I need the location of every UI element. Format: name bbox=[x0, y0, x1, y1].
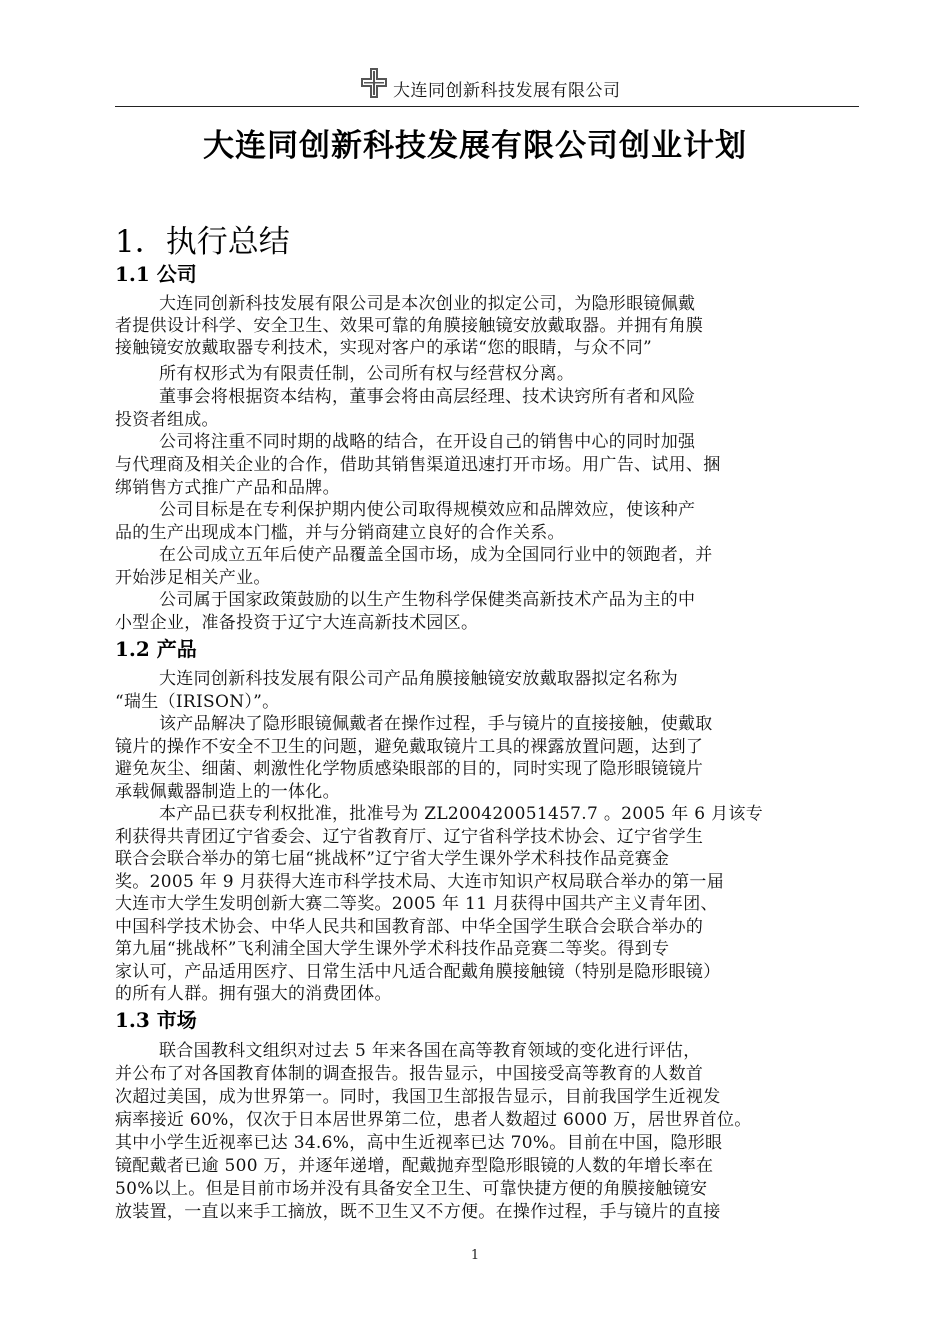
paragraph-line: 在公司成立五年后使产品覆盖全国市场，成为全国同行业中的领跑者，并 bbox=[159, 545, 713, 565]
paragraph-line: 次超过美国，成为世界第一。同时，我国卫生部报告显示，目前我国学生近视发 bbox=[115, 1087, 721, 1107]
paragraph-line: 品的生产出现成本门槛，并与分销商建立良好的合作关系。 bbox=[115, 523, 565, 543]
paragraph-line: 本产品已获专利权批准，批准号为 ZL200420051457.7 。2005 年 6 月该专 bbox=[159, 804, 764, 824]
cross-logo-icon bbox=[361, 68, 387, 98]
paragraph-line: 联合国教科文组织对过去 5 年来各国在高等教育领域的变化进行评估， bbox=[159, 1041, 701, 1061]
paragraph-line: 50%以上。但是目前市场并没有具备安全卫生、可靠快捷方便的角膜接触镜安 bbox=[115, 1179, 708, 1199]
paragraph-line: 承载佩戴器制造上的一体化。 bbox=[115, 782, 340, 802]
paragraph-line: 与代理商及相关企业的合作，借助其销售渠道迅速打开市场。用广告、试用、捆 bbox=[115, 455, 721, 475]
paragraph-line: 公司将注重不同时期的战略的结合，在开设自己的销售中心的同时加强 bbox=[159, 432, 696, 452]
paragraph-line: 董事会将根据资本结构，董事会将由高层经理、技术诀窍所有者和风险 bbox=[159, 387, 696, 407]
paragraph-line: 家认可，产品适用医疗、日常生活中凡适合配戴角膜接触镜（特别是隐形眼镜） bbox=[115, 962, 721, 982]
paragraph-line: 小型企业，准备投资于辽宁大连高新技术园区。 bbox=[115, 613, 479, 633]
paragraph-line: 奖。2005 年 9 月获得大连市科学技术局、大连市知识产权局联合举办的第一届 bbox=[115, 872, 724, 892]
paragraph-line: 者提供设计科学、安全卫生、效果可靠的角膜接触镜安放戴取器。并拥有角膜 bbox=[115, 316, 704, 336]
paragraph-line: 联合会联合举办的第七届“挑战杯”辽宁省大学生课外学术科技作品竞赛金 bbox=[115, 849, 670, 869]
paragraph-line: 的所有人群。拥有强大的消费团体。 bbox=[115, 984, 392, 1004]
paragraph-line: 开始涉足相关产业。 bbox=[115, 568, 271, 588]
paragraph-line: 并公布了对各国教育体制的调查报告。报告显示，中国接受高等教育的人数首 bbox=[115, 1064, 704, 1084]
paragraph-line: 镜片的操作不安全不卫生的问题，避免戴取镜片工具的裸露放置问题，达到了 bbox=[115, 737, 704, 757]
paragraph-line: 避免灰尘、细菌、刺激性化学物质感染眼部的目的，同时实现了隐形眼镜镜片 bbox=[115, 759, 704, 779]
paragraph-line: 所有权形式为有限责任制，公司所有权与经营权分离。 bbox=[159, 364, 575, 384]
page-header bbox=[115, 66, 859, 107]
paragraph-line: 镜配戴者已逾 500 万，并逐年递增，配戴抛弃型隐形眼镜的人数的年增长率在 bbox=[115, 1156, 714, 1176]
paragraph-line: 投资者组成。 bbox=[115, 410, 219, 430]
paragraph-line: 绑销售方式推广产品和品牌。 bbox=[115, 478, 340, 498]
header-company-name: 大连同创新科技发展有限公司 bbox=[393, 81, 621, 101]
section-heading-executive-summary: 1．执行总结 bbox=[115, 224, 290, 260]
paragraph-line: 第九届“挑战杯”飞利浦全国大学生课外学术科技作品竞赛二等奖。得到专 bbox=[115, 939, 670, 959]
paragraph-line: “瑞生（IRISON）”。 bbox=[115, 692, 280, 712]
paragraph-line: 公司目标是在专利保护期内使公司取得规模效应和品牌效应，使该种产 bbox=[159, 500, 696, 520]
paragraph-line: 大连市大学生发明创新大赛二等奖。2005 年 11 月获得中国共产主义青年团、 bbox=[115, 894, 718, 914]
paragraph-line: 公司属于国家政策鼓励的以生产生物科学保健类高新技术产品为主的中 bbox=[159, 590, 696, 610]
paragraph-line: 接触镜安放戴取器专利技术，实现对客户的承诺“您的眼睛，与众不同” bbox=[115, 338, 652, 358]
document-title: 大连同创新科技发展有限公司创业计划 bbox=[203, 128, 747, 164]
paragraph-line: 大连同创新科技发展有限公司是本次创业的拟定公司，为隐形眼镜佩戴 bbox=[159, 294, 696, 314]
paragraph-line: 利获得共青团辽宁省委会、辽宁省教育厅、辽宁省科学技术协会、辽宁省学生 bbox=[115, 827, 704, 847]
paragraph-line: 该产品解决了隐形眼镜佩戴者在操作过程，手与镜片的直接接触，使戴取 bbox=[159, 714, 713, 734]
paragraph-line: 病率接近 60%，仅次于日本居世界第二位，患者人数超过 6000 万，居世界首位。 bbox=[115, 1110, 752, 1130]
subsection-heading-market: 1.3 市场 bbox=[115, 1008, 197, 1032]
page-number: 1 bbox=[470, 1248, 480, 1263]
paragraph-line: 放装置，一直以来手工摘放，既不卫生又不方便。在操作过程，手与镜片的直接 bbox=[115, 1202, 721, 1222]
subsection-heading-company: 1.1 公司 bbox=[115, 262, 197, 286]
paragraph-line: 其中小学生近视率已达 34.6%，高中生近视率已达 70%。目前在中国，隐形眼 bbox=[115, 1133, 723, 1153]
paragraph-line: 大连同创新科技发展有限公司产品角膜接触镜安放戴取器拟定名称为 bbox=[159, 669, 678, 689]
subsection-heading-product: 1.2 产品 bbox=[115, 637, 197, 661]
paragraph-line: 中国科学技术协会、中华人民共和国教育部、中华全国学生联合会联合举办的 bbox=[115, 917, 704, 937]
